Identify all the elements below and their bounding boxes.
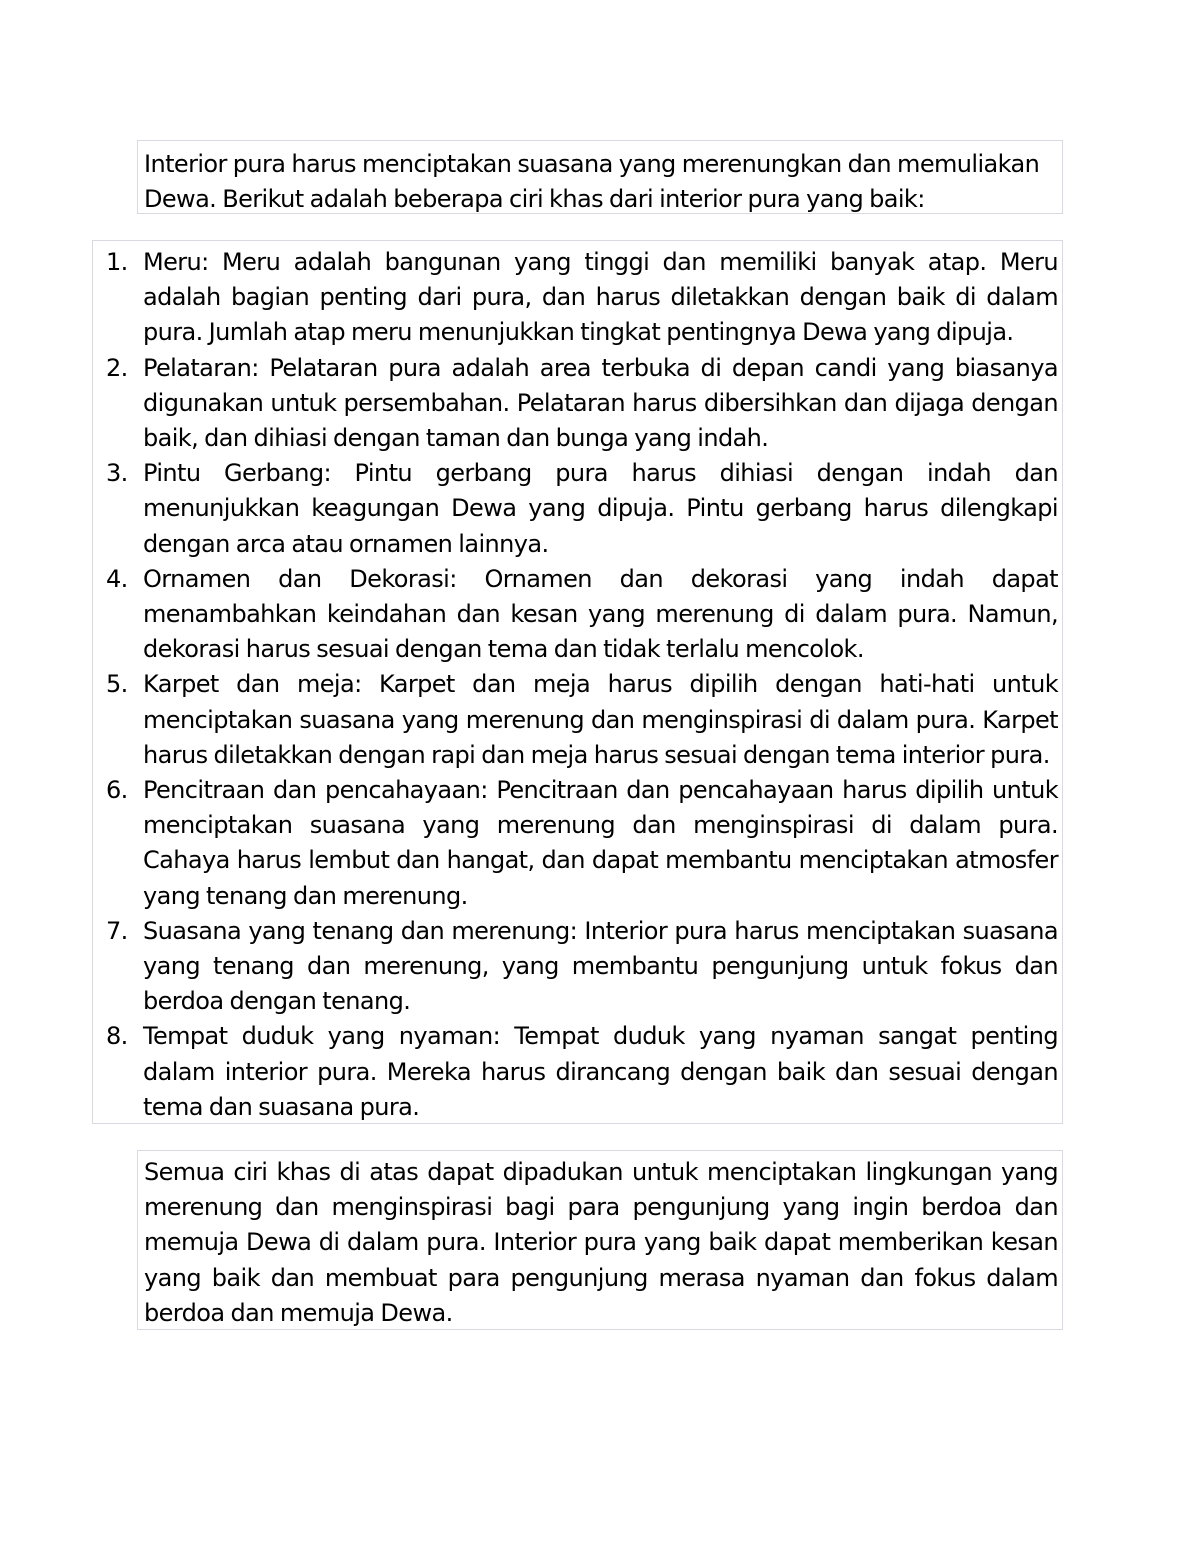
list-item-text: Pintu Gerbang: Pintu gerbang pura harus dihiasi dengan indah dan menunjukkan keagungan Dewa yang dipuja. Pintu gerbang harus dilengkapi dengan arca atau ornamen lainnya. bbox=[143, 459, 1058, 558]
list-item-text: Tempat duduk yang nyaman: Tempat duduk yang nyaman sangat penting dalam interior pura. Mereka harus dirancang dengan baik dan sesuai dengan tema dan suasana pura. bbox=[143, 1022, 1058, 1121]
list-item-text: Pelataran: Pelataran pura adalah area terbuka di depan candi yang biasanya digunakan untuk persembahan. Pelataran harus dibersihkan dan dijaga dengan baik, dan dihiasi dengan taman dan bunga yang indah. bbox=[143, 353, 1058, 453]
list-item-number: 7. bbox=[106, 916, 128, 945]
list-box bbox=[92, 240, 1063, 1124]
list-item bbox=[93, 245, 1058, 351]
list-item bbox=[93, 351, 1058, 457]
list-item-number: 3. bbox=[106, 459, 128, 488]
list-item-number: 6. bbox=[106, 776, 128, 805]
list-item-text: Pencitraan dan pencahayaan: Pencitraan dan pencahayaan harus dipilih untuk menciptakan suasana yang merenung dan menginspirasi di dalam pura. Cahaya harus lembut dan hangat, dan dapat membantu menciptakan atmosfer yang tenang dan merenung. bbox=[143, 776, 1058, 910]
list-item-text: Suasana yang tenang dan merenung: Interior pura harus menciptakan suasana yang tenang dan merenung, yang membantu pengunjung untuk fokus dan berdoa dengan tenang. bbox=[143, 916, 1058, 1016]
list-item bbox=[93, 773, 1058, 914]
list-item-text: Meru: Meru adalah bangunan yang tinggi dan memiliki banyak atap. Meru adalah bagian penting dari pura, dan harus diletakkan dengan baik di dalam pura. Jumlah atap meru menunjukkan tingkat pentingnya Dewa yang dipuja. bbox=[143, 248, 1058, 347]
outro-box bbox=[137, 1150, 1063, 1330]
intro-paragraph: Interior pura harus menciptakan suasana yang merenungkan dan memuliakan Dewa. Berikut adalah beberapa ciri khas dari interior pura yang baik: bbox=[144, 150, 1040, 214]
outro-paragraph: Semua ciri khas di atas dapat dipadukan untuk menciptakan lingkungan yang merenung dan menginspirasi bagi para pengunjung yang ingin berdoa dan memuja Dewa di dalam pura. Interior pura yang baik dapat memberikan kesan yang baik dan membuat para pengunjung merasa nyaman dan fokus dalam berdoa dan memuja Dewa. bbox=[144, 1158, 1058, 1327]
feature-list bbox=[93, 245, 1058, 1125]
list-item bbox=[93, 456, 1058, 562]
list-item-number: 4. bbox=[106, 564, 128, 593]
list-item bbox=[93, 667, 1058, 773]
list-item-number: 2. bbox=[106, 353, 128, 382]
list-item bbox=[93, 562, 1058, 668]
intro-box bbox=[137, 140, 1063, 214]
list-item bbox=[93, 1019, 1058, 1125]
list-item-number: 5. bbox=[106, 670, 128, 699]
list-item-text: Karpet dan meja: Karpet dan meja harus dipilih dengan hati-hati untuk menciptakan suasana yang merenung dan menginspirasi di dalam pura. Karpet harus diletakkan dengan rapi dan meja harus sesuai dengan tema interior pura. bbox=[143, 670, 1058, 769]
list-item-number: 8. bbox=[106, 1022, 128, 1051]
list-item bbox=[93, 914, 1058, 1020]
list-item-text: Ornamen dan Dekorasi: Ornamen dan dekorasi yang indah dapat menambahkan keindahan dan kesan yang merenung di dalam pura. Namun, dekorasi harus sesuai dengan tema dan tidak terlalu mencolok. bbox=[143, 564, 1058, 664]
list-item-number: 1. bbox=[106, 248, 128, 276]
